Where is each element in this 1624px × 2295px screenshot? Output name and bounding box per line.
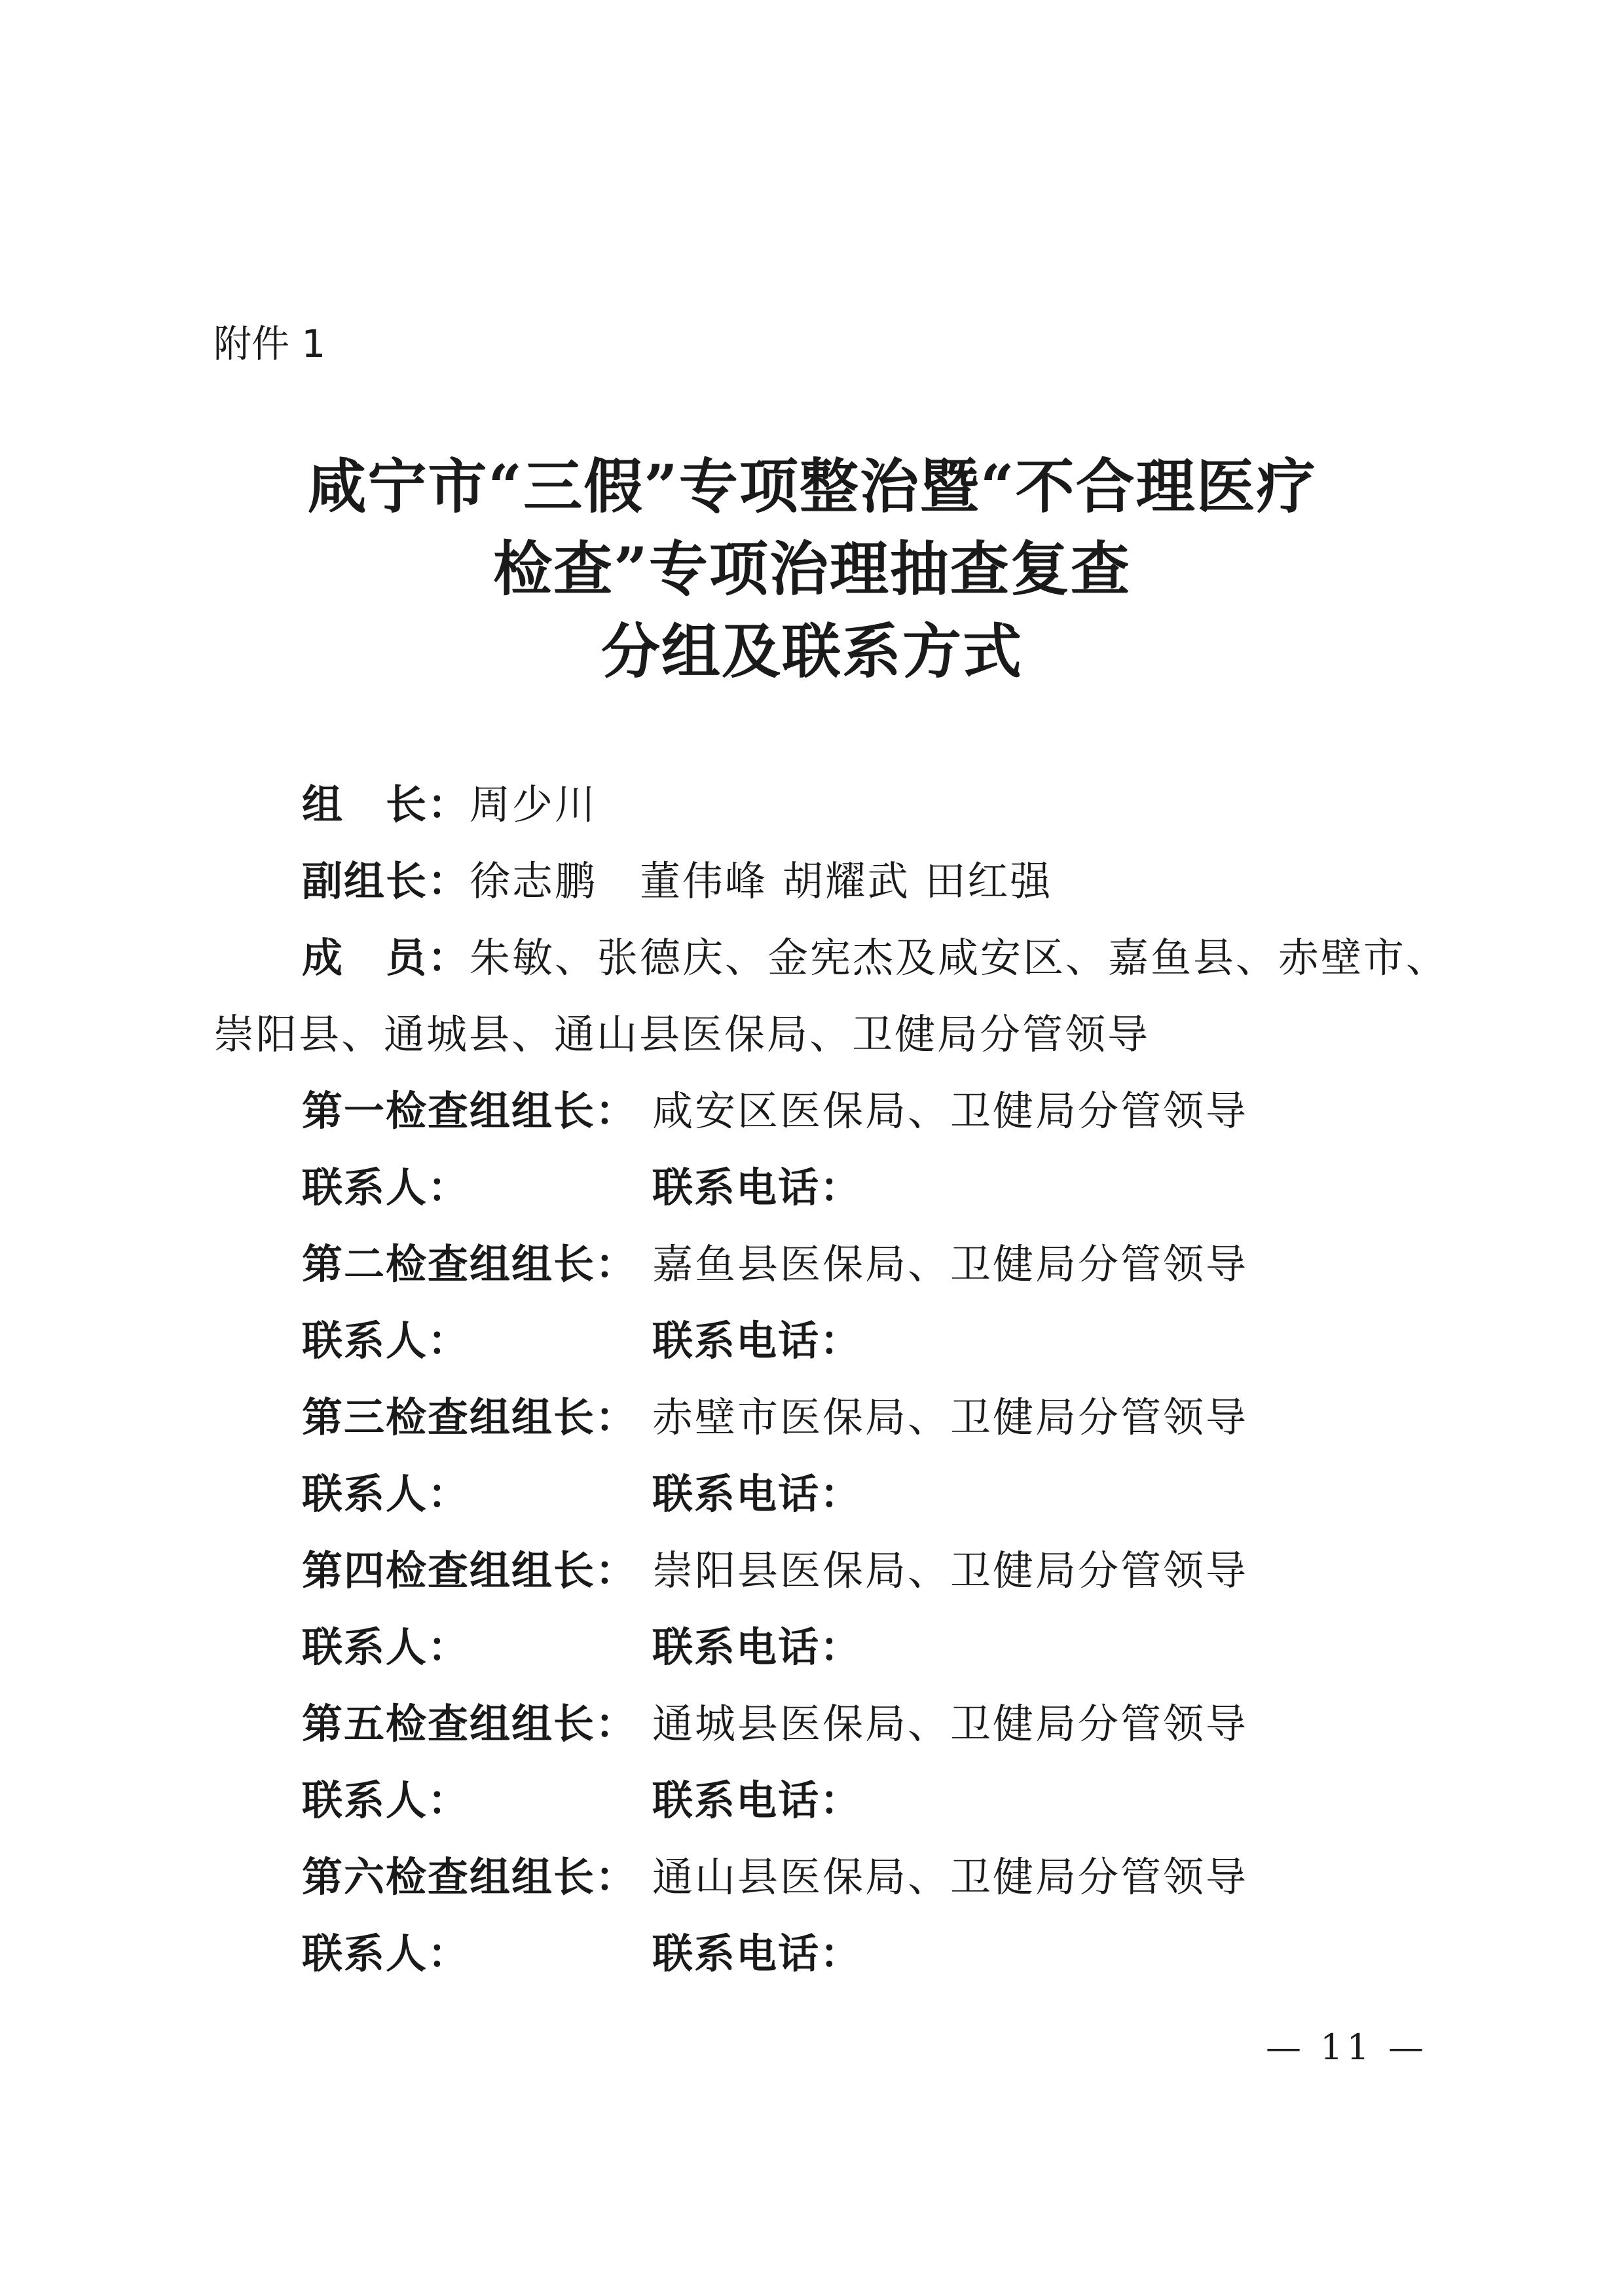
phone-label: 联系电话： [652, 1776, 862, 1824]
group-4-leader-row [213, 1532, 1445, 1609]
title-line-1: 咸宁市“三假”专项整治暨“不合理医疗 [307, 452, 1317, 521]
group-leader-value: 通城县医保局、卫健局分管领导 [652, 1700, 1249, 1748]
deputy-row [213, 843, 1445, 919]
group-2-leader-row [213, 1226, 1445, 1302]
phone-label: 联系电话： [652, 1164, 862, 1211]
group-6-leader-row [213, 1839, 1445, 1915]
members-continuation-row [213, 996, 1445, 1073]
contact-label: 联系人： [302, 1623, 470, 1671]
group-leader-label: 第四检查组组长： [302, 1547, 638, 1594]
group-1-contact-row [213, 1149, 1445, 1226]
group-leader-label: 第五检查组组长： [302, 1700, 638, 1748]
members-row [213, 919, 1449, 996]
title-line-3: 分组及联系方式 [601, 617, 1023, 686]
group-5-leader-row [213, 1685, 1445, 1762]
group-leader-value: 崇阳县医保局、卫健局分管领导 [652, 1547, 1249, 1594]
contact-label: 联系人： [302, 1164, 470, 1211]
group-leader-label: 第一检查组组长： [302, 1087, 638, 1135]
leader-label: 组 长： [302, 780, 470, 828]
group-1-leader-row [213, 1073, 1445, 1149]
deputy-label: 副组长： [302, 857, 470, 905]
attachment-label: 附件 1 [213, 321, 326, 366]
members-label: 成 员： [302, 934, 470, 982]
contact-label: 联系人： [302, 1470, 470, 1518]
deputy-value: 徐志鹏 董伟峰 胡耀武 田红强 [470, 857, 1053, 905]
group-leader-value: 咸安区医保局、卫健局分管领导 [652, 1087, 1249, 1135]
members-value: 朱敏、张德庆、金宪杰及咸安区、嘉鱼县、赤壁市、 [470, 934, 1449, 982]
group-2-contact-row [213, 1302, 1445, 1379]
contact-label: 联系人： [302, 1930, 470, 1977]
document-body [213, 766, 1449, 1992]
leader-row [213, 766, 1445, 843]
group-leader-label: 第六检查组组长： [302, 1853, 638, 1901]
group-4-contact-row [213, 1609, 1445, 1685]
members-continuation: 崇阳县、通城县、通山县医保局、卫健局分管领导 [213, 1010, 1151, 1058]
group-3-leader-row [213, 1379, 1445, 1456]
phone-label: 联系电话： [652, 1470, 862, 1518]
contact-label: 联系人： [302, 1776, 470, 1824]
document-title [0, 445, 1624, 693]
group-leader-value: 赤壁市医保局、卫健局分管领导 [652, 1393, 1249, 1441]
title-line-2: 检查”专项治理抽查复查 [493, 534, 1131, 604]
group-leader-value: 通山县医保局、卫健局分管领导 [652, 1853, 1249, 1901]
group-leader-label: 第三检查组组长： [302, 1393, 638, 1441]
contact-label: 联系人： [302, 1317, 470, 1365]
phone-label: 联系电话： [652, 1623, 862, 1671]
group-3-contact-row [213, 1456, 1445, 1532]
page-number: — 11 — [1265, 2027, 1428, 2068]
group-leader-label: 第二检查组组长： [302, 1240, 638, 1288]
group-5-contact-row [213, 1762, 1445, 1839]
phone-label: 联系电话： [652, 1930, 862, 1977]
leader-value: 周少川 [470, 780, 598, 828]
phone-label: 联系电话： [652, 1317, 862, 1365]
group-leader-value: 嘉鱼县医保局、卫健局分管领导 [652, 1240, 1249, 1288]
group-6-contact-row [213, 1915, 1445, 1992]
